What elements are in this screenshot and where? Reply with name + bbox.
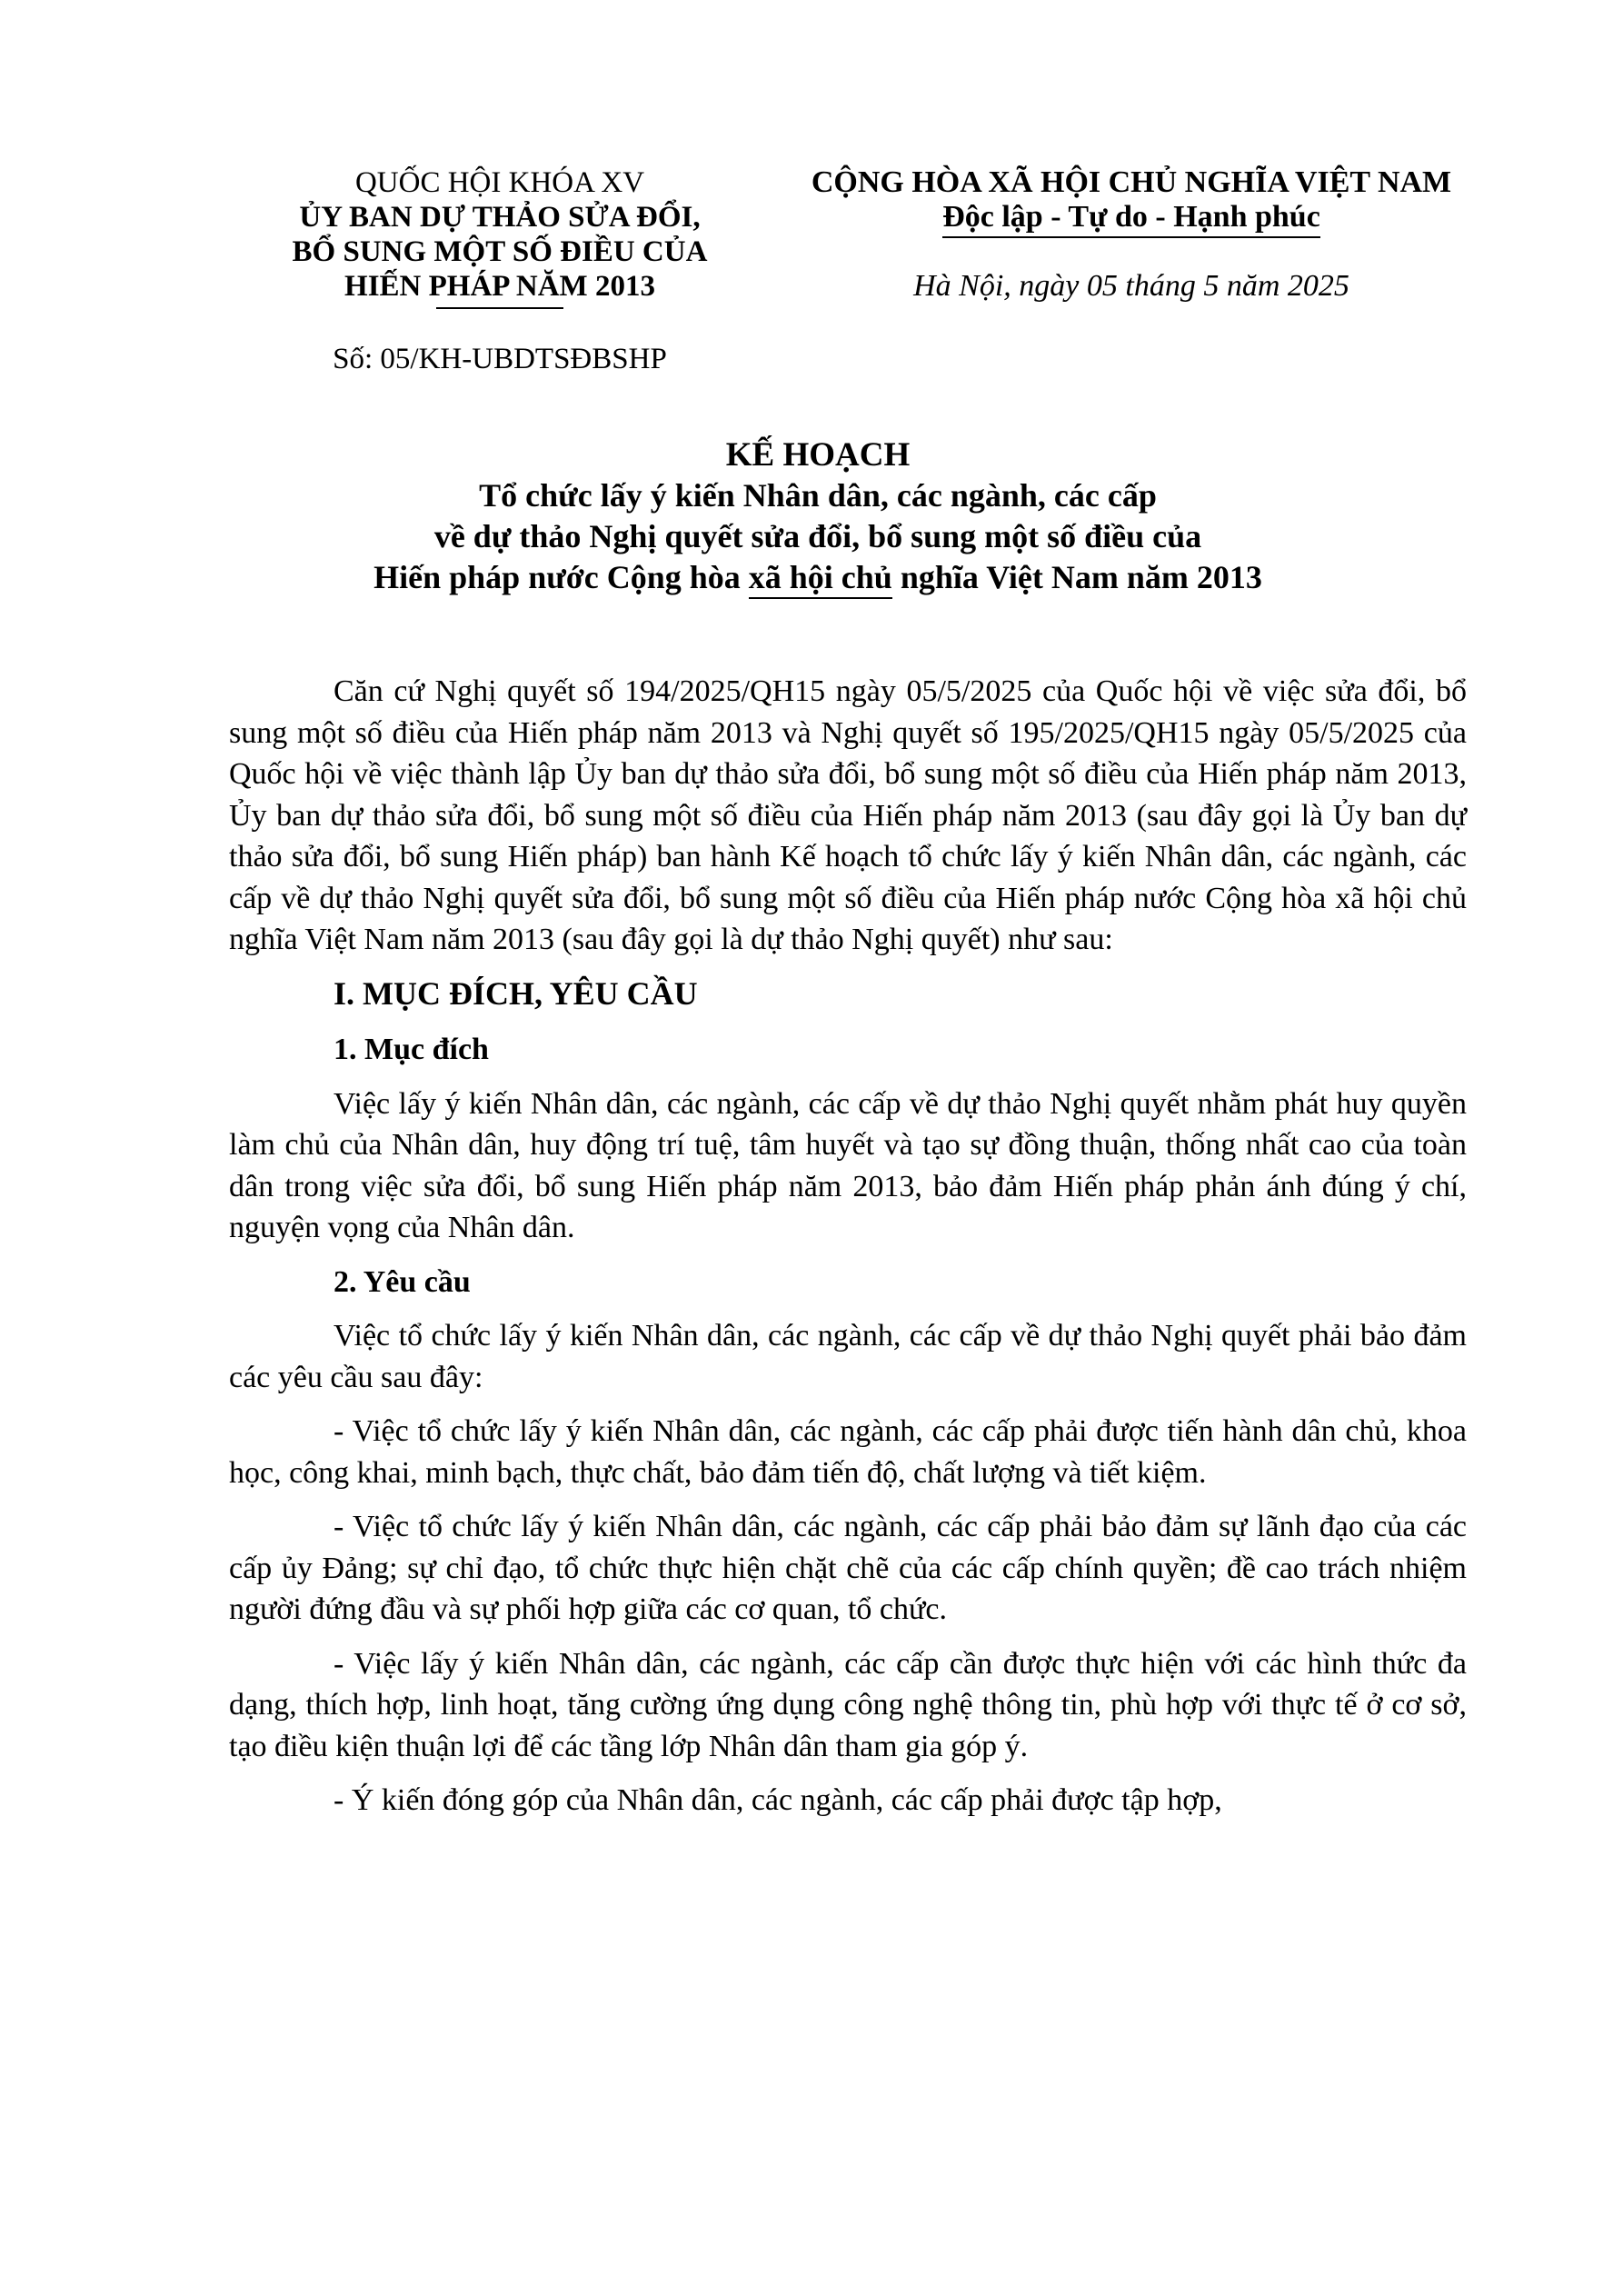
agency-name-line3: HIẾN PHÁP NĂM 2013 bbox=[344, 270, 655, 303]
document-title-block bbox=[136, 434, 1499, 598]
issuing-agency-block bbox=[245, 165, 754, 376]
title-line3 bbox=[136, 557, 1499, 598]
national-title: CỘNG HÒA XÃ HỘI CHỦ NGHĨA VIỆT NAM bbox=[811, 165, 1452, 199]
title-line1: Tổ chức lấy ý kiến Nhân dân, các ngành, các cấp bbox=[479, 477, 1157, 514]
document-number: Số: 05/KH-UBDTSĐBSHP bbox=[333, 343, 667, 375]
purpose-paragraph: Việc lấy ý kiến Nhân dân, các ngành, các cấp về dự thảo Nghị quyết nhằm phát huy quyền làm chủ của Nhân dân, huy động trí tuệ, tâm huyết và tạo sự đồng thuận, thống nhất cao của toàn dân trong việc sửa đổi, bổ sung Hiến pháp năm 2013, bảo đảm Hiến pháp phản ánh đúng ý chí, nguyện vọng của Nhân dân. bbox=[229, 1086, 1467, 1244]
agency-name-line1: ỦY BAN DỰ THẢO SỬA ĐỔI, bbox=[299, 201, 701, 234]
title-line3-end: nghĩa Việt Nam năm 2013 bbox=[891, 559, 1262, 595]
subsection-heading-requirements: 2. Yêu cầu bbox=[334, 1264, 471, 1299]
title-line3-start: Hiến pháp nước Cộng hòa bbox=[373, 559, 749, 595]
agency-name-line2: BỔ SUNG MỘT SỐ ĐIỀU CỦA bbox=[292, 235, 708, 268]
title-line2: về dự thảo Nghị quyết sửa đổi, bổ sung một số điều của bbox=[433, 518, 1202, 554]
parent-agency: QUỐC HỘI KHÓA XV bbox=[354, 166, 645, 199]
national-motto: Độc lập - Tự do - Hạnh phúc bbox=[942, 200, 1320, 238]
agency-underline bbox=[436, 307, 563, 309]
place-and-date: Hà Nội, ngày 05 tháng 5 năm 2025 bbox=[913, 269, 1349, 303]
section-heading-1: I. MỤC ĐÍCH, YÊU CẦU bbox=[334, 974, 698, 1012]
requirement-item-4: - Ý kiến đóng góp của Nhân dân, các ngành, các cấp phải được tập hợp, bbox=[334, 1783, 1222, 1817]
national-header-block bbox=[782, 165, 1481, 304]
title-line3-underlined: xã hội chủ bbox=[749, 559, 892, 599]
requirements-intro: Việc tổ chức lấy ý kiến Nhân dân, các ngành, các cấp về dự thảo Nghị quyết phải bảo đảm các yêu cầu sau đây: bbox=[229, 1319, 1467, 1394]
subsection-heading-purpose: 1. Mục đích bbox=[334, 1033, 489, 1066]
requirement-item-2: - Việc tổ chức lấy ý kiến Nhân dân, các ngành, các cấp phải bảo đảm sự lãnh đạo của các cấp ủy Đảng; sự chỉ đạo, tổ chức thực hiện chặt chẽ của các cấp chính quyền; đề cao trách nhiệm người đứng đầu và sự phối hợp giữa các cơ quan, tổ chức. bbox=[229, 1510, 1467, 1626]
requirement-item-3: - Việc lấy ý kiến Nhân dân, các ngành, các cấp cần được thực hiện với các hình thức đa dạng, thích hợp, linh hoạt, tăng cường ứng dụng công nghệ thông tin, phù hợp với thực tế ở cơ sở, tạo điều kiện thuận lợi để các tầng lớp Nhân dân tham gia góp ý. bbox=[229, 1646, 1467, 1763]
requirement-item-1: - Việc tổ chức lấy ý kiến Nhân dân, các ngành, các cấp phải được tiến hành dân chủ, khoa học, công khai, minh bạch, thực chất, bảo đảm tiến độ, chất lượng và tiết kiệm. bbox=[229, 1414, 1467, 1490]
document-body bbox=[229, 671, 1467, 1834]
intro-paragraph: Căn cứ Nghị quyết số 194/2025/QH15 ngày 05/5/2025 của Quốc hội về việc sửa đổi, bổ sung một số điều của Hiến pháp năm 2013 và Nghị quyết số 195/2025/QH15 ngày 05/5/2025 của Quốc hội về việc thành lập Ủy ban dự thảo sửa đổi, bổ sung một số điều của Hiến pháp năm 2013, Ủy ban dự thảo sửa đổi, bổ sung một số điều của Hiến pháp năm 2013 (sau đây gọi là Ủy ban dự thảo sửa đổi, bổ sung Hiến pháp) ban hành Kế hoạch tổ chức lấy ý kiến Nhân dân, các ngành, các cấp về dự thảo Nghị quyết sửa đổi, bổ sung một số điều của Hiến pháp nước Cộng hòa xã hội chủ nghĩa Việt Nam năm 2013 (sau đây gọi là dự thảo Nghị quyết) như sau: bbox=[229, 674, 1467, 956]
document-type: KẾ HOẠCH bbox=[725, 436, 911, 474]
